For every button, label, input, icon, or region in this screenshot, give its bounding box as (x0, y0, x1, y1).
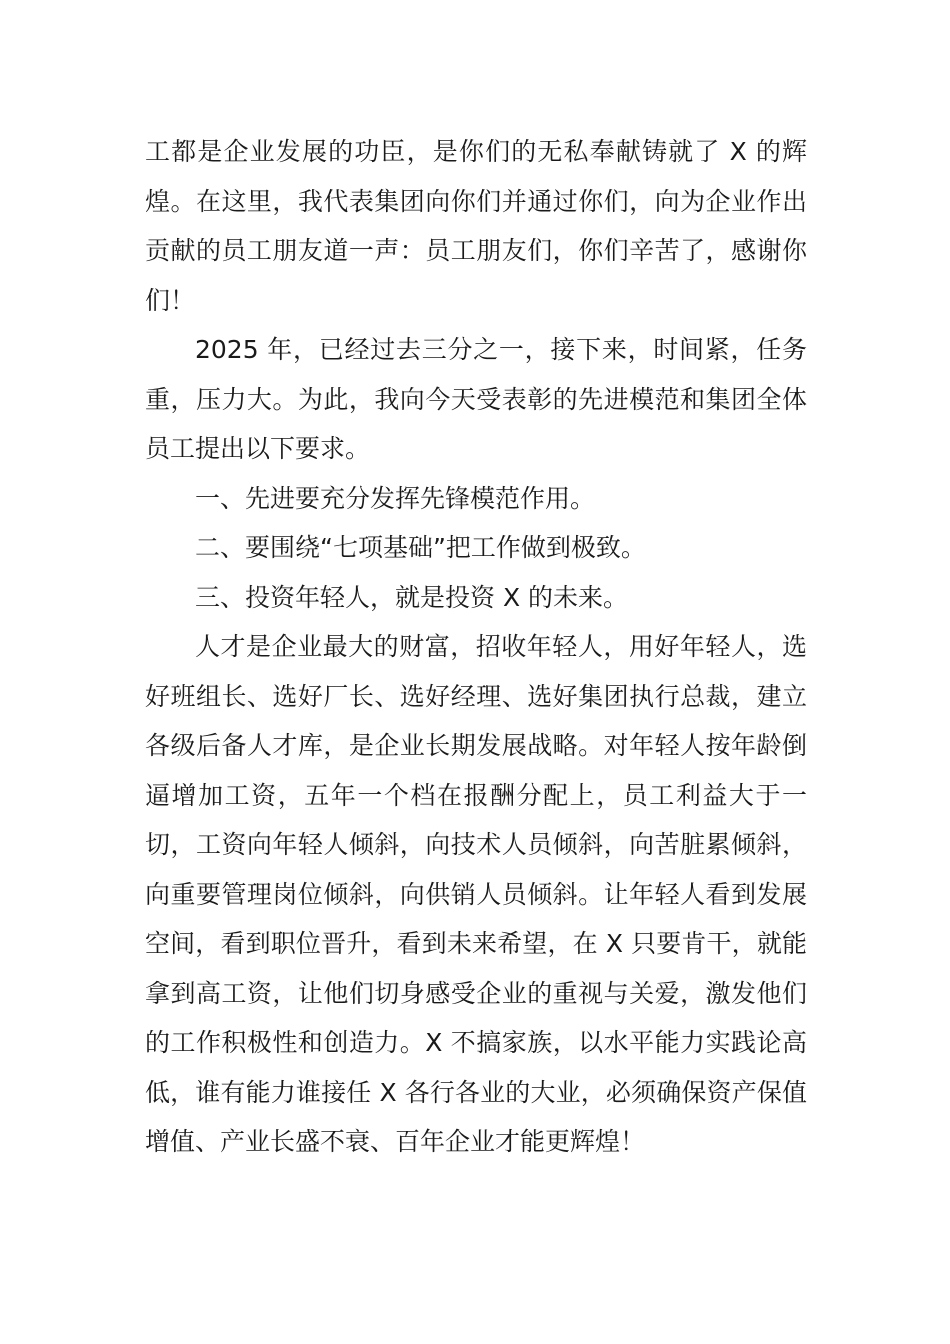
paragraph-3-item-one: 一、先进要充分发挥先锋模范作用。 (195, 483, 596, 513)
paragraph-2: 2025 年，已经过去三分之一，接下来，时间紧，任务重，压力大。为此，我向今天受表彰的先进模范和集团全体员工提出以下要求。 (145, 335, 807, 463)
paragraph-4-item-two: 二、要围绕“七项基础”把工作做到极致。 (195, 533, 646, 562)
paragraph-5-item-three: 三、投资年轻人，就是投资 X 的未来。 (195, 582, 629, 612)
document-body (145, 127, 807, 1167)
paragraph-1: 工都是企业发展的功臣，是你们的无私奉献铸就了 X 的辉煌。在这里，我代表集团向你们并通过你们，向为企业作出贡献的员工朋友道一声：员工朋友们，你们辛苦了，感谢你们！ (145, 137, 807, 315)
paragraph-6: 人才是企业最大的财富，招收年轻人，用好年轻人，选好班组长、选好厂长、选好经理、选好集团执行总裁，建立各级后备人才库，是企业长期发展战略。对年轻人按年龄倒逼增加工资，五年一个档在报酬分配上，员工利益大于一切，工资向年轻人倾斜，向技术人员倾斜，向苦脏累倾斜，向重要管理岗位倾斜，向供销人员倾斜。让年轻人看到发展空间，看到职位晋升，看到未来希望，在 X 只要肯干，就能拿到高工资，让他们切身感受企业的重视与关爱，激发他们的工作积极性和创造力。X 不搞家族，以水平能力实践论高低，谁有能力谁接任 X 各行各业的大业，必须确保资产保值增值、产业长盛不衰、百年企业才能更辉煌！ (145, 632, 807, 1156)
